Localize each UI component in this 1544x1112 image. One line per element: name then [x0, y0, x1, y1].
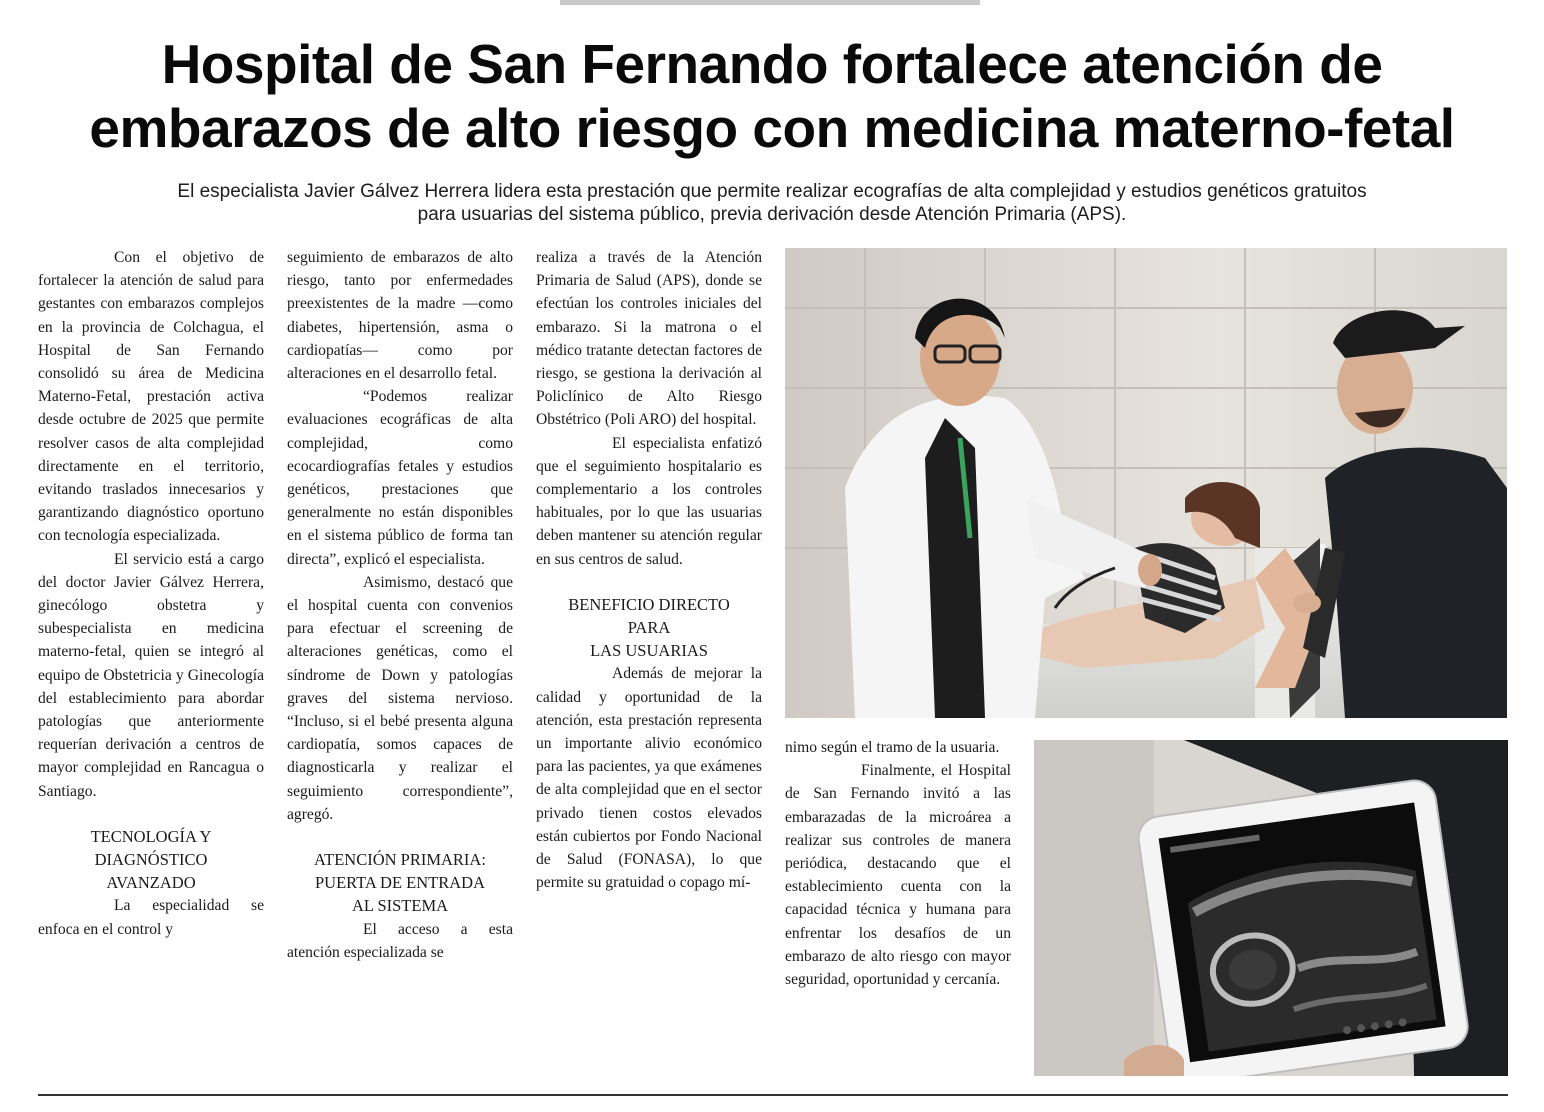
paragraph: El servicio está a cargo del doctor Javier Gálvez Herrera, ginecólogo obstetra y subespecialista en medicina materno-fetal, quien se integró al equipo de Obstetricia y Ginecología del establecimiento para abordar patologías que anteriormente requerían derivación a centros de mayor complejidad en Rancagua o Santiago.	[38, 550, 264, 800]
section-heading-atencion-primaria: ATENCIÓN PRIMARIA: PUERTA DE ENTRADA AL SISTEMA	[314, 850, 486, 916]
paragraph: La especialidad se enfoca en el control y	[38, 897, 264, 938]
paragraph: Asimismo, destacó que el hospital cuenta con convenios para efectuar el screening de alteraciones genéticas, como el síndrome de Down y patologías graves del sistema nervioso. “Incluso, si el bebé presenta alguna cardiopatía, somos capaces de diagnosticarla y realizar el seguimiento correspondiente”, agregó.	[287, 573, 513, 823]
headline-line-2: embarazos de alto riesgo con medicina materno-fetal	[89, 97, 1455, 159]
ultrasound-exam-illustration	[785, 248, 1507, 718]
paragraph: El especialista enfatizó que el seguimiento hospitalario es complementario a los controles habituales, por lo que las usuarias deben mantener su atención regular en sus centros de salud.	[536, 434, 762, 568]
tablet-ultrasound-photo	[1034, 740, 1508, 1076]
paragraph: El acceso a esta atención especializada se	[287, 920, 513, 961]
article-column-3	[536, 246, 762, 894]
top-rule	[560, 0, 980, 5]
subheadline-line-1: El especialista Javier Gálvez Herrera lidera esta prestación que permite realizar ecografías de alta complejidad y estudios genéticos gratuitos	[177, 181, 1367, 202]
paragraph: Finalmente, el Hospital de San Fernando invitó a las embarazadas de la microárea a realizar sus controles de manera periódica, destacando que el establecimiento cuenta con la capacidad técnica y humana para enfrentar los desafíos de un embarazo de alto riesgo con mayor seguridad, oportunidad y cercanía.	[785, 762, 1011, 989]
paragraph: Con el objetivo de fortalecer la atención de salud para gestantes con embarazos complejos en la provincia de Colchagua, el Hospital de San Fernando consolidó su área de Medicina Materno-Fetal, prestación activa desde octubre de 2025 que permite resolver casos de alta complejidad directamente en el territorio, evitando traslados innecesarios y garantizando diagnóstico oportuno con tecnología especializada.	[38, 249, 264, 545]
article-column-1	[38, 246, 264, 941]
headline	[0, 32, 1544, 160]
paragraph: nimo según el tramo de la usuaria.	[785, 739, 1000, 756]
article-column-2	[287, 246, 513, 964]
paragraph: realiza a través de la Atención Primaria de Salud (APS), donde se efectúan los controles iniciales del embarazo. Si la matrona o el médico tratante detectan factores de riesgo, se gestiona la derivación al Policlínico de Alto Riesgo Obstétrico (Poli ARO) del hospital.	[536, 249, 762, 429]
paragraph: seguimiento de embarazos de alto riesgo, tanto por enfermedades preexistentes de la madre —como diabetes, hipertensión, asma o cardiopatías— como por alteraciones en el desarrollo fetal.	[287, 249, 513, 383]
subheadline	[60, 180, 1484, 226]
paragraph: “Podemos realizar evaluaciones ecográficas de alta complejidad, como ecocardiografías fetales y estudios genéticos, prestaciones que generalmente no están disponibles en el sistema público de forma tan directa”, explicó el especialista.	[287, 388, 513, 568]
article-column-4	[785, 736, 1011, 991]
paragraph: Además de mejorar la calidad y oportunidad de la atención, esta prestación representa un importante alivio económico para las pacientes, ya que exámenes de alta complejidad que en el sector privado tienen costos elevados están cubiertos por Fondo Nacional de Salud (FONASA), lo que permite su gratuidad o copago mí-	[536, 665, 762, 892]
section-heading-beneficio: BENEFICIO DIRECTO PARA LAS USUARIAS	[568, 594, 730, 661]
subheadline-line-2: para usuarias del sistema público, previa derivación desde Atención Primaria (APS).	[417, 204, 1127, 225]
section-heading-tecnologia: TECNOLOGÍA Y DIAGNÓSTICO AVANZADO	[90, 826, 212, 893]
headline-line-1: Hospital de San Fernando fortalece atención de	[161, 33, 1383, 95]
tablet-ultrasound-illustration	[1034, 740, 1508, 1076]
bottom-rule	[38, 1094, 1508, 1096]
ultrasound-exam-photo	[785, 248, 1507, 718]
